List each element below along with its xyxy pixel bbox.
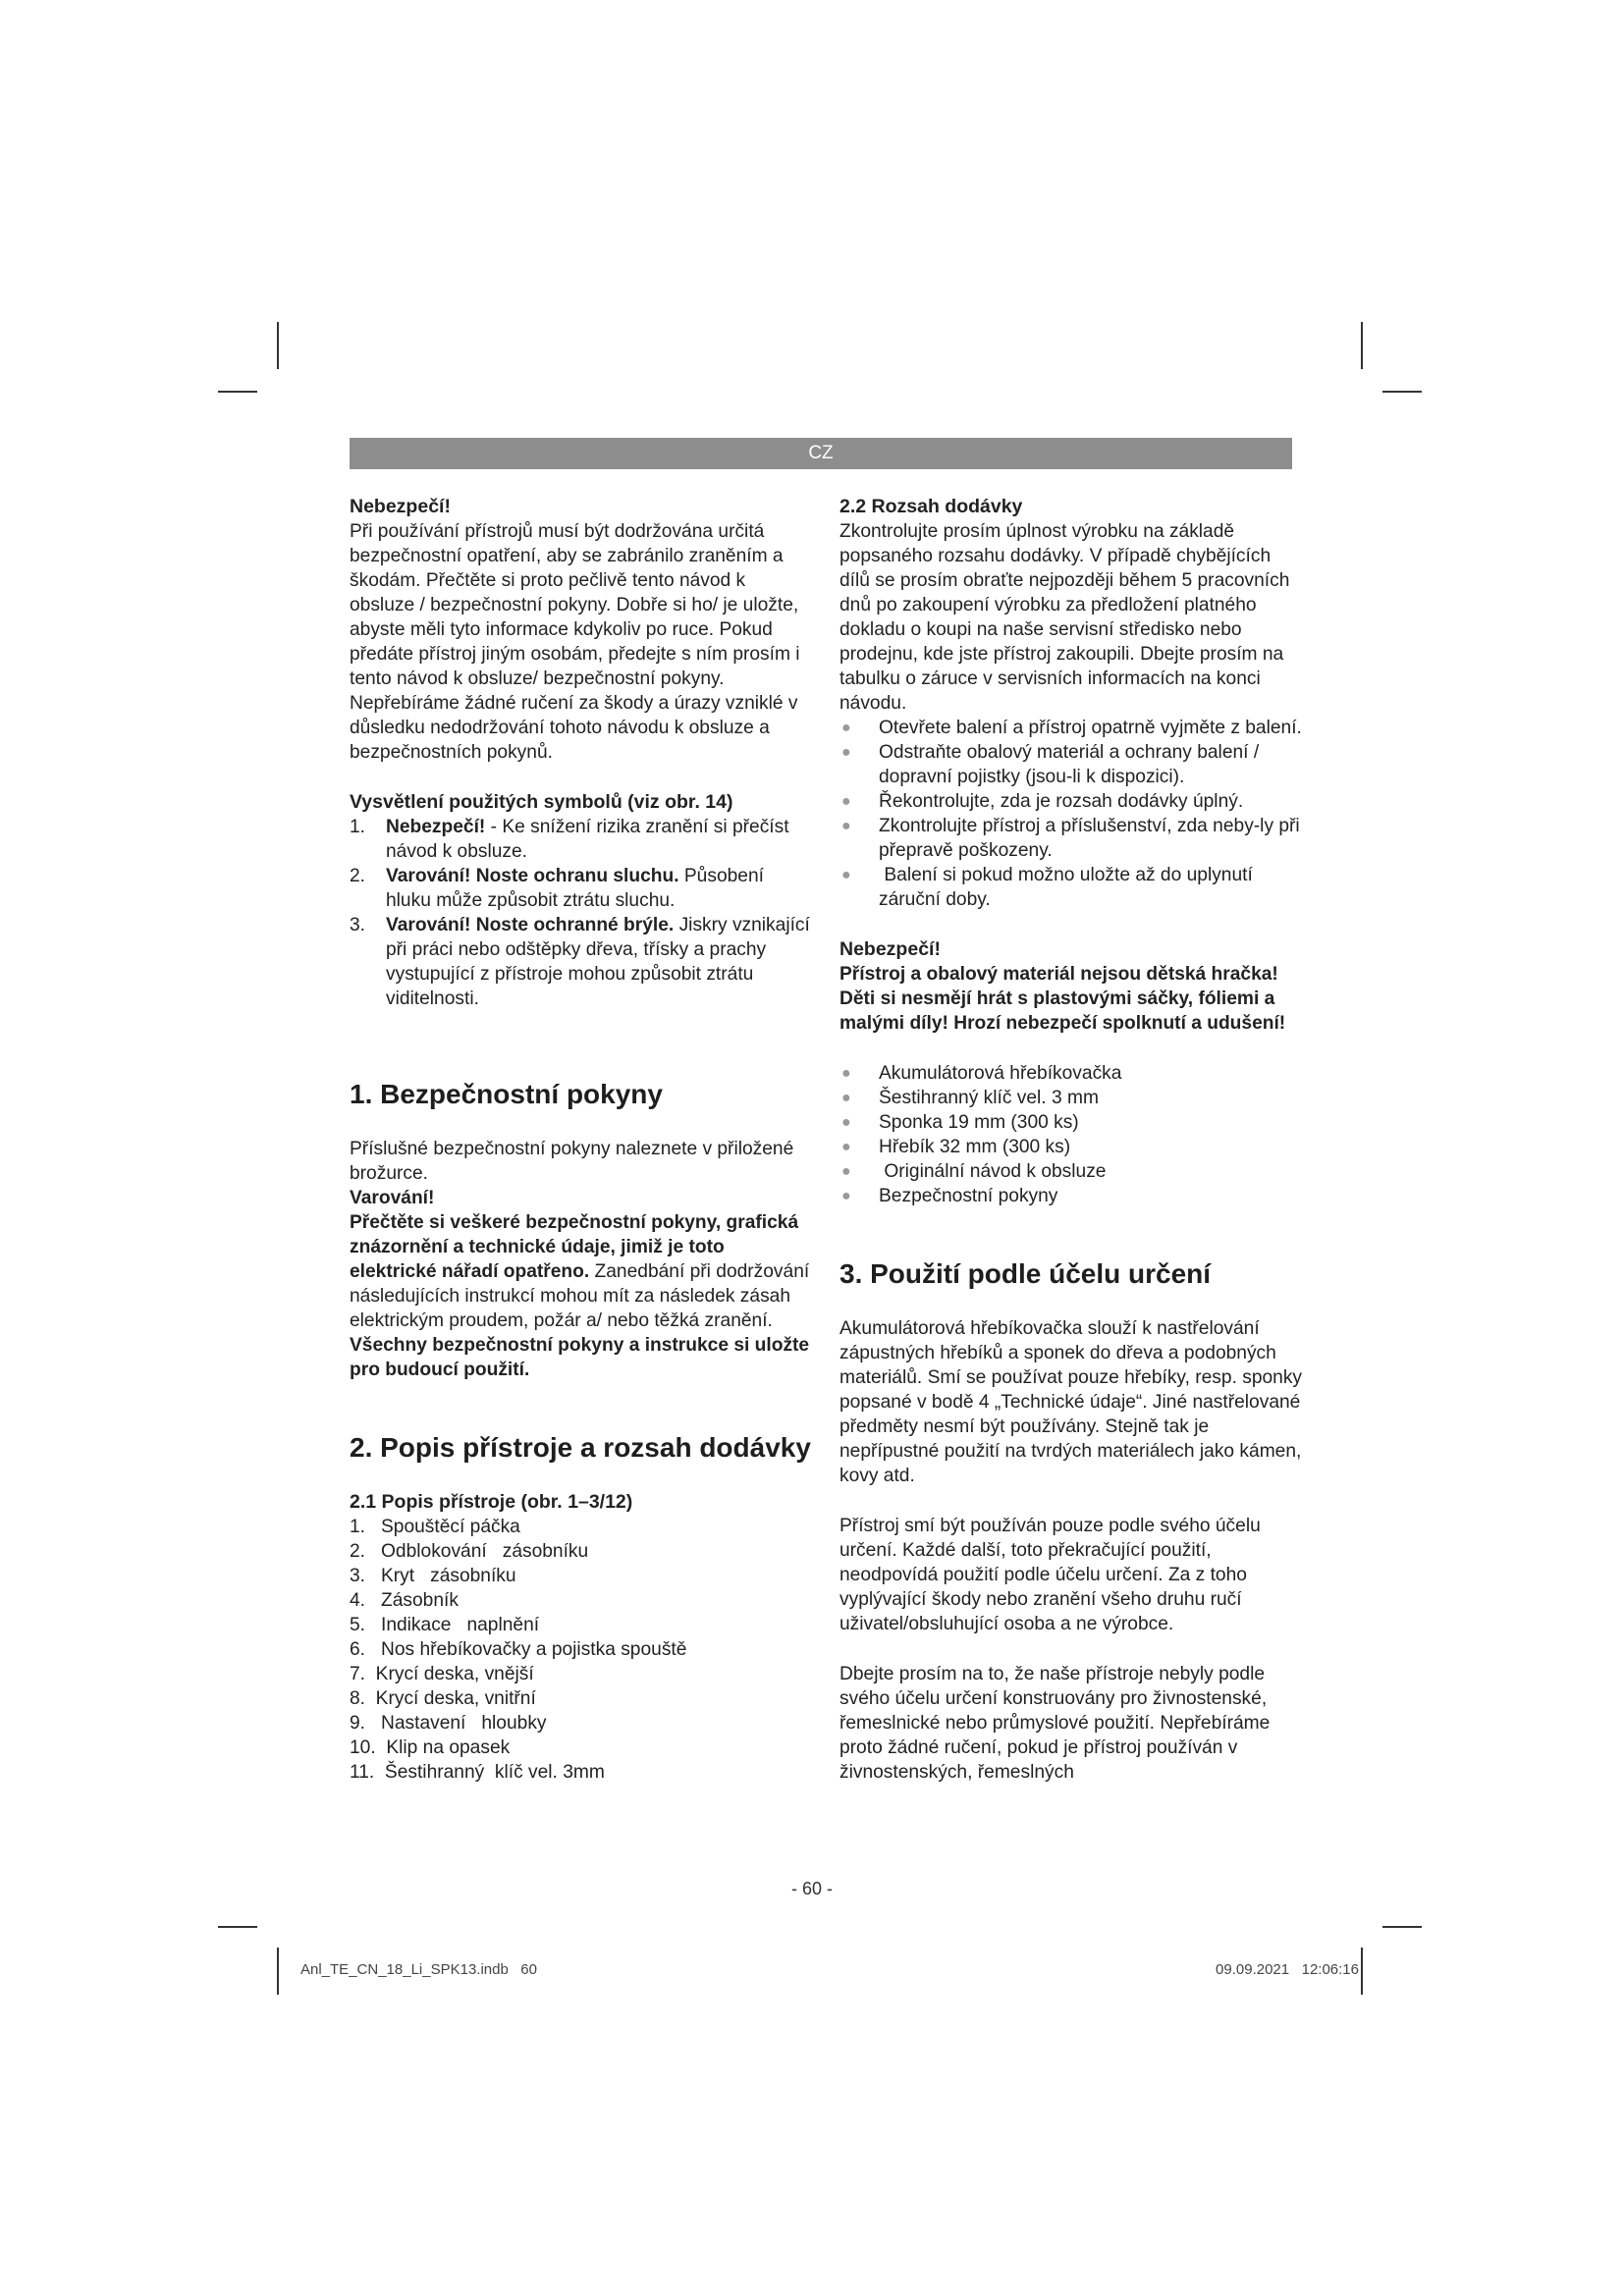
symbol-item bbox=[350, 913, 813, 1011]
crop-mark-bottom-right-h bbox=[1382, 1926, 1422, 1928]
page-number: - 60 - bbox=[790, 1879, 833, 1898]
bullet-icon: ● bbox=[841, 1188, 851, 1204]
list-item: ● Otevřete balení a přístroj opatrně vyjměte z balení. bbox=[841, 718, 1302, 738]
danger-text: Při používání přístrojů musí být dodržována určitá bezpečnostní opatření, aby se zabránilo zraněním a škodám. Přečtěte si proto pečlivě tento návod k obsluze / bezpečnostní pokyny. Dobře si ho/ je uložte, abyste měli tyto informace kdykoliv po ruce. Pokud předáte přístroj jiným osobám, předejte s ním prosím i tento návod k obsluze/ bezpečnostní pokyny. Nepřebíráme žádné ručení za škody a úrazy vzniklé v důsledku nedodržování tohoto návodu k obsluze a bezpečnostních pokynů. bbox=[350, 521, 800, 763]
bullet-icon: ● bbox=[841, 793, 851, 810]
crop-mark-bottom-left-h bbox=[218, 1926, 257, 1928]
symbol-bold: Varování! Noste ochranné brýle. bbox=[386, 915, 675, 935]
list-item: ● Sponka 19 mm (300 ks) bbox=[841, 1112, 1079, 1133]
crop-mark-top-left-v bbox=[277, 322, 279, 369]
language-header-bar bbox=[350, 438, 1292, 469]
danger-heading-2: Nebezpečí! bbox=[839, 938, 941, 960]
unpacking-steps-list bbox=[839, 716, 1303, 912]
bullet-icon: ● bbox=[841, 867, 851, 883]
bullet-icon: ● bbox=[841, 818, 851, 834]
list-item: ● Šestihranný klíč vel. 3 mm bbox=[841, 1088, 1099, 1108]
warning-paragraph bbox=[350, 1210, 813, 1333]
section-1-title: 1. Bezpečnostní pokyny bbox=[350, 1079, 663, 1109]
section-2-title: 2. Popis přístroje a rozsah dodávky bbox=[350, 1432, 811, 1463]
bullet-icon: ● bbox=[841, 1114, 851, 1131]
symbol-number: 1. bbox=[350, 817, 366, 837]
crop-mark-bottom-right-v bbox=[1361, 1948, 1363, 1995]
parts-list bbox=[350, 1515, 813, 1785]
bullet-icon: ● bbox=[841, 1163, 851, 1180]
list-item: ● Bezpečnostní pokyny bbox=[841, 1186, 1058, 1206]
subsection-2-2-text: Zkontrolujte prosím úplnost výrobku na základě popsaného rozsahu dodávky. V případě chybějících dílů se prosím obraťte nejpozději během 5 pracovních dnů po zakoupení výrobku za předložení platného dokladu o koupi na naše servisní středisko nebo prodejnu, kde jste přístroj zakoupili. Dbejte prosím na tabulku o záruce v servisních informacích na konci návodu. bbox=[839, 521, 1290, 714]
footer-file-name: Anl_TE_CN_18_Li_SPK13.indb 60 bbox=[300, 1961, 537, 1978]
crop-mark-top-right-v bbox=[1361, 322, 1363, 369]
list-item: ● Originální návod k obsluze bbox=[841, 1161, 1107, 1182]
symbols-list bbox=[350, 815, 813, 1011]
list-item: ● Hřebík 32 mm (300 ks) bbox=[841, 1137, 1071, 1157]
bullet-icon: ● bbox=[841, 1065, 851, 1082]
list-item: ● Odstraňte obalový materiál a ochrany balení / dopravní pojistky (jsou-li k dispozici). bbox=[841, 742, 1260, 787]
list-item: ● Zkontrolujte přístroj a příslušenství, zda neby-ly při přepravě poškozeny. bbox=[841, 816, 1300, 861]
paragraph-2: Přístroj smí být používán pouze podle svého účelu určení. Každé další, toto překračující použití, neodpovídá použití podle účelu určení. Za z toho vyplývající škody nebo zranění všeho druhu ručí uživatel/obsluhující osoba a ne výrobce. bbox=[839, 1516, 1261, 1634]
bullet-icon: ● bbox=[841, 1139, 851, 1155]
paragraph-3: Dbejte prosím na to, že naše přístroje nebyly podle svého účelu určení konstruovány pro živnostenské, řemeslnické nebo průmyslové použití. Nepřebíráme proto žádné ručení, pokud je přístroj používán v živnostenských, řemeslných bbox=[839, 1664, 1271, 1783]
bullet-icon: ● bbox=[841, 720, 851, 736]
part-item: 11. Šestihranný klíč vel. 3mm bbox=[350, 1762, 605, 1783]
symbol-item bbox=[350, 864, 813, 913]
symbols-heading: Vysvětlení použitých symbolů (viz obr. 14) bbox=[350, 791, 733, 813]
left-column bbox=[350, 495, 813, 1785]
symbol-bold: Varování! Noste ochranu sluchu. bbox=[386, 866, 679, 886]
delivery-contents-list bbox=[839, 1061, 1303, 1208]
subsection-2-1-heading: 2.1 Popis přístroje (obr. 1–3/12) bbox=[350, 1491, 633, 1513]
part-item: 5. Indikace naplnění bbox=[350, 1615, 540, 1635]
part-item: 4. Zásobník bbox=[350, 1590, 459, 1611]
list-item: ● Akumulátorová hřebíkovačka bbox=[841, 1063, 1122, 1084]
warning-text: Zanedbání při dodržování následujících instrukcí mohou mít za následek zásah elektrickým proudem, požár a/ nebo těžká zranění. bbox=[350, 1261, 810, 1331]
symbol-text: Působení hluku může způsobit ztrátu sluchu. bbox=[386, 866, 764, 911]
part-item: 3. Kryt zásobníku bbox=[350, 1566, 516, 1586]
paragraph-1: Akumulátorová hřebíkovačka slouží k nastřelování zápustných hřebíků a sponek do dřeva a podobných materiálů. Smí se používat pouze hřebíky, resp. sponky popsané v bodě 4 „Technické údaje“. Jiné nastřelované předměty nesmí být používány. Stejně tak je nepřípustné použití na tvrdých materiálech jako kámen, kovy atd. bbox=[839, 1318, 1303, 1486]
symbol-item bbox=[350, 815, 813, 864]
symbol-text: - Ke snížení rizika zranění si přečíst návod k obsluze. bbox=[386, 817, 789, 862]
language-label: CZ bbox=[808, 443, 834, 463]
danger-bold-text: Přístroj a obalový materiál nejsou dětská hračka! Děti si nesmějí hrát s plastovými sáčky, fóliemi a malými díly! Hrozí nebezpečí spolknutí a udušení! bbox=[839, 964, 1286, 1034]
part-item: 1. Spouštěcí páčka bbox=[350, 1517, 520, 1537]
symbol-text: Jiskry vznikající při práci nebo odštěpky dřeva, třísky a prachy vystupující z přístroje mohou způsobit ztrátu viditelnosti. bbox=[386, 915, 810, 1009]
list-item: ● Řekontrolujte, zda je rozsah dodávky úplný. bbox=[841, 791, 1244, 812]
part-item: 9. Nastavení hloubky bbox=[350, 1713, 547, 1734]
bullet-icon: ● bbox=[841, 744, 851, 761]
crop-mark-top-right-h bbox=[1382, 391, 1422, 393]
subsection-2-2-heading: 2.2 Rozsah dodávky bbox=[839, 496, 1023, 517]
section-3-title: 3. Použití podle účelu určení bbox=[839, 1258, 1212, 1289]
crop-mark-top-left-h bbox=[218, 391, 257, 393]
part-item: 6. Nos hřebíkovačky a pojistka spouště bbox=[350, 1639, 687, 1660]
part-item: 10. Klip na opasek bbox=[350, 1737, 511, 1758]
part-item: 7. Krycí deska, vnější bbox=[350, 1664, 534, 1684]
bullet-icon: ● bbox=[841, 1090, 851, 1106]
warning-bold-text: Přečtěte si veškeré bezpečnostní pokyny, grafická znázornění a technické údaje, jimiž je toto elektrické nářadí opatřeno. bbox=[350, 1212, 799, 1282]
symbol-bold: Nebezpečí! bbox=[386, 817, 486, 837]
part-item: 2. Odblokování zásobníku bbox=[350, 1541, 589, 1562]
symbol-number: 2. bbox=[350, 866, 366, 886]
right-column bbox=[839, 495, 1303, 1785]
footer-datetime: 09.09.2021 12:06:16 bbox=[1216, 1961, 1359, 1978]
crop-mark-bottom-left-v bbox=[277, 1948, 279, 1995]
keep-instructions: Všechny bezpečnostní pokyny a instrukce si uložte pro budoucí použití. bbox=[350, 1335, 810, 1380]
warning-label: Varování! bbox=[350, 1188, 435, 1208]
section-1-intro: Příslušné bezpečnostní pokyny naleznete v přiložené brožurce. bbox=[350, 1139, 794, 1184]
part-item: 8. Krycí deska, vnitřní bbox=[350, 1688, 536, 1709]
list-item: ● Balení si pokud možno uložte až do uplynutí záruční doby. bbox=[841, 865, 1259, 910]
symbol-number: 3. bbox=[350, 915, 366, 935]
danger-heading: Nebezpečí! bbox=[350, 496, 451, 517]
